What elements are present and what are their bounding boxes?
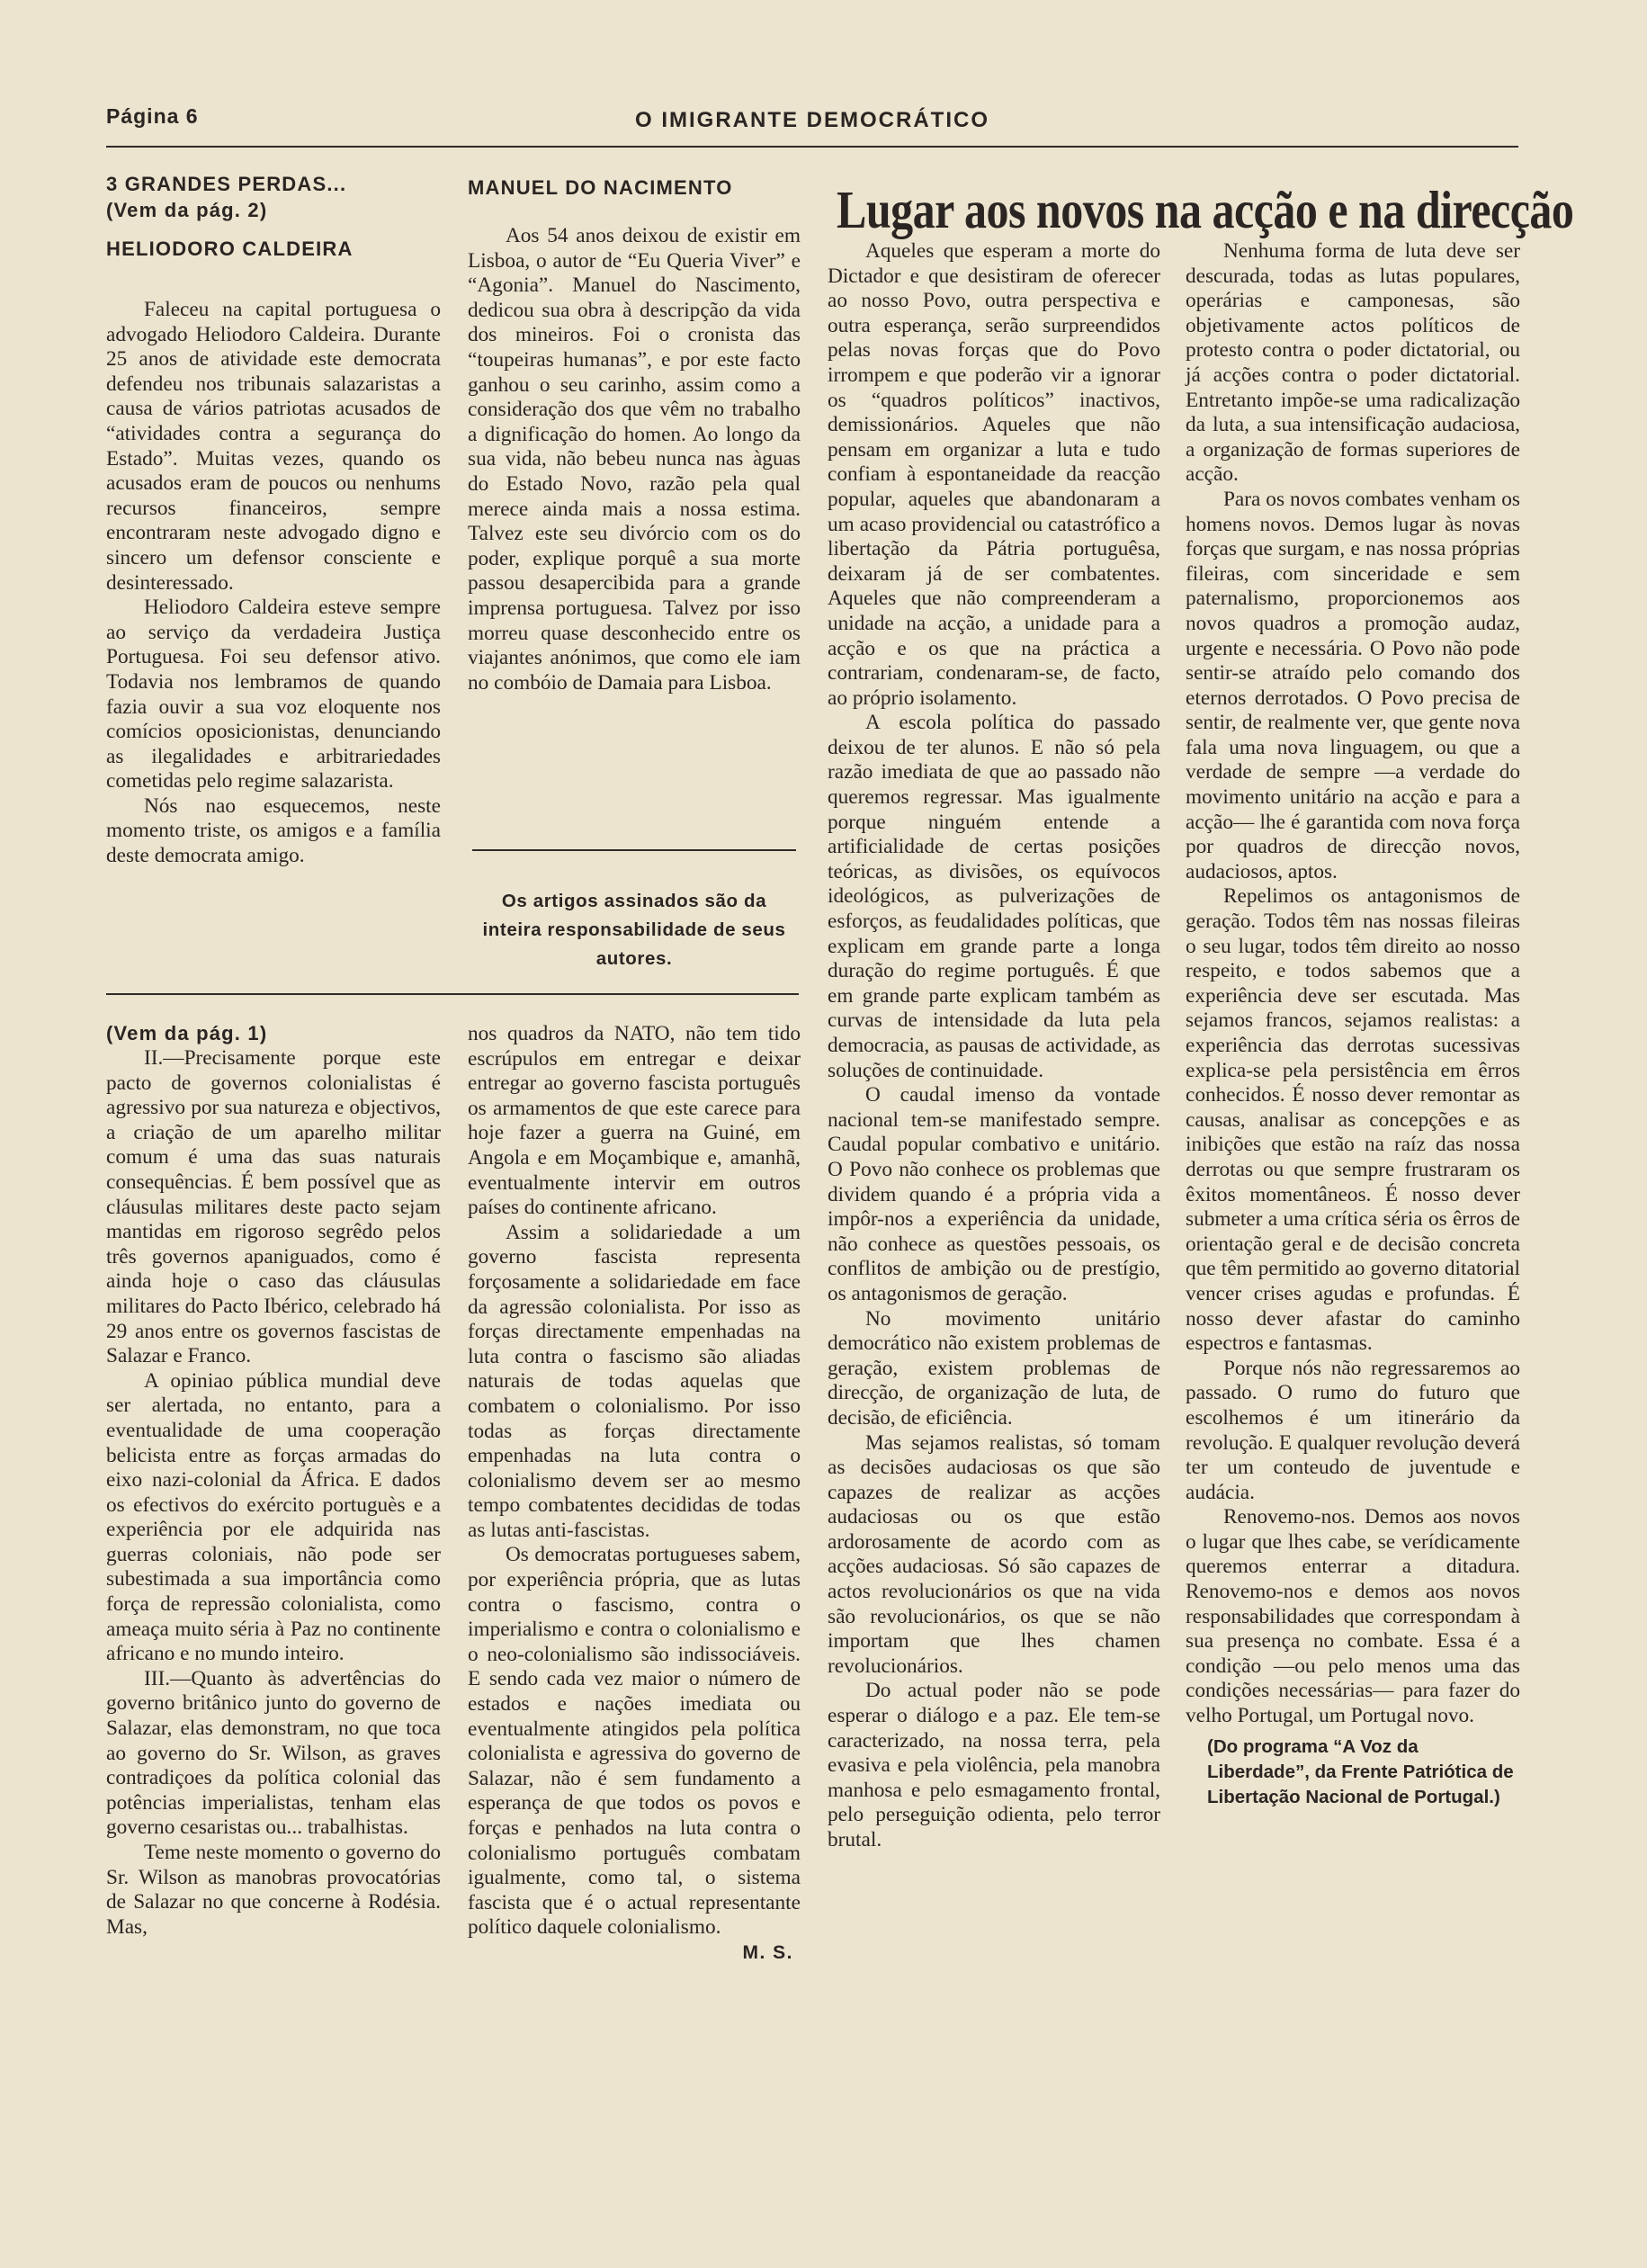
paragraph: O caudal imenso da vontade nacional tem-se manifestado sempre. Caudal popular combativo e unitário. O Povo não conhece os problemas que dividem quando é a própria vida a impôr-nos a experiência da unidade, não conhece as questões pessoais, os conflitos de ambição ou de prestígio, os antagonismos de geração. (828, 1083, 1160, 1305)
article-lugar-col4 (1186, 239, 1520, 1810)
header-rule (106, 146, 1518, 148)
page-number: Página 6 (106, 104, 199, 128)
source-credit: (Do programa “A Voz da Liberdade”, da Frente Patriótica de Libertação Nacional de Portugal.) (1207, 1735, 1514, 1807)
paragraph: Repelimos os antagonismos de geração. Todos têm nas nossas fileiras o seu lugar, todos têm direito ao nosso respeito, e todos sabemos que a experiência deve ser escutada. Mas sejamos francos, sejamos realistas: a experiência das derrotas sucessivas explica-se pela persistência em êrros conhecidos. É nosso dever remontar as causas, analisar as concepções e as inibições que estão na raíz das nossa derrotas ou que sempre frustraram os êxitos momentâneos. É nosso dever submeter a uma crítica séria os êrros de orientação geral e de decisão concreta que têm permitido ao governo ditatorial vencer crises agudas e profundas. É nosso dever afastar do caminho espectros e fantasmas. (1186, 884, 1520, 1356)
paragraph: Os democratas portugueses sabem, por experiência própria, que as lutas contra o fascismo, contra o imperialismo e contra o colonialismo e o neo-colonialismo são indissociáveis. E sendo cada vez maior o número de estados e nações imediata ou eventualmente atingidos pela política colonialista e agressiva do governo de Salazar, não é sem fundamento a esperança de que todos os povos e forças e penhados na luta contra o colonialismo português combatam igualmente, como tal, o sistema fascista que é o actual representante político daquele colonialismo. (468, 1543, 801, 1940)
divider (472, 849, 796, 851)
paragraph: III.—Quanto às advertências do governo britânico junto do governo de Salazar, elas demonstram, no que toca ao governo do Sr. Wilson, as graves contradiçoes da política colonial das potências imperialistas, tenham elas governo cesaristas ou... trabalhistas. (106, 1666, 441, 1840)
paragraph: II.—Precisamente porque este pacto de governos colonialistas é agressivo por sua natureza e objectivos, a criação de um aparelho militar comum é uma das suas naturais consequências. É bem possível que as cláusulas militares deste pacto sejam mantidas em rigoroso segrêdo pelos três governos apaniguados, como é ainda hoje o caso das cláusulas militares do Pacto Ibérico, celebrado há 29 anos entre os governos fascistas de Salazar e Franco. (106, 1046, 441, 1368)
continued-from: (Vem da pág. 1) (106, 1022, 268, 1044)
section-divider (106, 993, 799, 995)
article-perdas (106, 171, 441, 869)
paragraph: A escola política do passado deixou de ter alunos. E não só pela razão imediata de que ao passado não queremos regressar. Mas igualmente porque ninguém entende a artificialidade de certas posições teóricas, as divisões, os equívocos ideológicos, as pulverizações de esforços, as feudalidades políticas, que explicam em grande parte a longa duração do regime português. É que em grande parte explicam também as curvas de intensidade da luta pela democracia, as pausas de actividade, as soluções de continuidade. (828, 711, 1160, 1082)
article-lugar-col3 (828, 239, 1160, 1853)
disclaimer: Os artigos assinados são da inteira responsabilidade de seus autores. (482, 891, 786, 969)
paragraph: Teme neste momento o governo do Sr. Wilson as manobras provocatórias de Salazar no que concerne à Rodésia. Mas, (106, 1841, 441, 1939)
article-title: 3 GRANDES PERDAS... (106, 173, 347, 195)
paragraph: Renovemo-nos. Demos aos novos o lugar que lhes cabe, se verídicamente queremos enterrar a ditadura. Renovemo-nos e demos aos novos responsabilidades que correspondam à sua presença no combate. Essa é a condição —ou pelo menos uma das condições necessárias— para fazer do velho Portugal, um Portugal novo. (1186, 1505, 1520, 1728)
paragraph: Nós nao esquecemos, neste momento triste, os amigos e a família deste democrata amigo. (106, 793, 441, 868)
article-nacimento (468, 175, 801, 695)
paragraph: A opiniao pública mundial deve ser alertada, no entanto, para a eventualidade de uma cooperação belicista entre as forças armadas do eixo nazi-colonial da África. E dados os efectivos do exército portuguès e a experiência por ele adquirida nas guerras coloniais, não pode ser subestimada a sua importância como força de repressão colonialista, como ameaça muito séria à Paz no continente africano e no mundo inteiro. (106, 1368, 441, 1666)
section-heading: HELIODORO CALDEIRA (106, 238, 354, 260)
paragraph: No movimento unitário democrático não existem problemas de geração, existem problemas de direcção, de organização de luta, de decisão, de eficiência. (828, 1306, 1160, 1430)
paragraph: Para os novos combates venham os homens novos. Demos lugar às novas forças que surgam, e nas nossa próprias fileiras, com sinceridade e sem paternalismo, proporcionemos aos novos quadros a promoção audaz, urgente e necessária. O Povo não pode sentir-se atraído pelo comando dos eternos derrotados. O Povo precisa de sentir, de realmente ver, que gente nova fala uma nova linguagem, ou que a verdade de sempre —a verdade do movimento unitário na acção e para a acção— lhe é garantida com nova força por quadros de direcção novos, audaciosos, aptos. (1186, 487, 1520, 883)
section-heading: MANUEL DO NACIMENTO (468, 176, 733, 199)
paragraph: Nenhuma forma de luta deve ser descurada, todas as lutas populares, operárias e camponesas, são objetivamente actos políticos de protesto contra o poder dictatorial, ou já acções contra o poder dictatorial. Entretanto impõe-se uma radicalização da luta, a sua intensificação audaciosa, a organização de formas superiores de acção. (1186, 239, 1520, 487)
paragraph: Heliodoro Caldeira esteve sempre ao serviço da verdadeira Justiça Portuguesa. Foi seu defensor ativo. Todavia nos lembramos de quando fazia ouvir a sua voz eloquente nos comícios oposicionistas, denunciando as ilegalidades e arbitrariedades cometidas pelo regime salazarista. (106, 596, 441, 793)
paragraph: Aos 54 anos deixou de existir em Lisboa, o autor de “Eu Queria Viver” e “Agonia”. Manuel do Nascimento, dedicou sua obra à descripção da vida dos mineiros. Foi o cronista das “toupeiras humanas”, e por este facto ganhou o seu carinho, assim como a consideração dos que vêm no trabalho a dignificação do homen. Ao longo da sua vida, não bebeu nunca nas àguas do Estado Novo, razão pela qual merece ainda mais a nossa estima. Talvez este seu divórcio com os do poder, explique porquê a sua morte passou desapercibida para a grande imprensa portuguesa. Talvez por isso morreu quase desconhecido entre os viajantes anónimos, que como ele iam no combóio de Damaia para Lisboa. (468, 224, 801, 695)
paragraph: Assim a solidariedade a um governo fascista representa forçosamente a solidariedade em face da agressão colonialista. Por isso as forças directamente empenhadas na luta contra o fascismo são aliadas naturais de todas aquelas que combatem o colonialismo. Por isso todas as forças directamente empenhadas na luta contra o colonialismo devem ser ao mesmo tempo combatentes decididas de todas as lutas anti-fascistas. (468, 1220, 801, 1542)
paragraph: Faleceu na capital portuguesa o advogado Heliodoro Caldeira. Durante 25 anos de atividade este democrata defendeu nos tribunais salazaristas a causa de vários patriotas acusados de “atividades contra a segurança do Estado”. Muitas vezes, quando os acusados eram de poucos ou nenhums recursos financeiros, sempre encontraram neste advogado digno e sincero um defensor consciente e desinteressado. (106, 298, 441, 595)
page-header (106, 101, 1518, 137)
article-continuation-part2 (468, 1022, 801, 1966)
paragraph: nos quadros da NATO, não tem tido escrúpulos em entregar e deixar entregar ao governo fascista português os armamentos de que este carece para hoje fazer a guerra na Guiné, em Angola e em Moçambique e, amanhã, eventualmente intervir em outros países do continente africano. (468, 1022, 801, 1220)
paragraph: Do actual poder não se pode esperar o diálogo e a paz. Ele tem-se caracterizado, na nossa terra, pela evasiva e pela violência, pela manobra manhosa e pelo esmagamento frontal, pelo perseguição odienta, pelo terror brutal. (828, 1679, 1160, 1851)
paragraph: Mas sejamos realistas, só tomam as decisões audaciosas os que são capazes de realizar as acções audaciosas ou os que estão ardorosamente de acordo com as acções audaciosas. Só são capazes de actos revolucionários os que na vida são revolucionários, os que se não importam que lhes chamen revolucionários. (828, 1430, 1160, 1678)
article-continuation-part1 (106, 1020, 441, 1940)
author-signature: M. S. (742, 1941, 793, 1963)
continued-from: (Vem da pág. 2) (106, 199, 268, 221)
paragraph: Aqueles que esperam a morte do Dictador e que desistiram de oferecer ao nosso Povo, outra perspectiva e outra esperança, serão surpreendidos pelas novas forças que do Povo irrompem e que poderão vir a ignorar os “quadros políticos” inactivos, demissionários. Aqueles que não pensam em organizar a luta e tudo confiam à espontaneidade da reacção popular, aqueles que abandonaram a um acaso providencial ou catastrófico a libertação da Pátria portuguêsa, deixaram já de ser combatentes. Aqueles que não compreenderam a unidade na acção, a unidade para a acção e os que na práctica a contrariam, condenaram-se, de facto, ao próprio isolamento. (828, 239, 1160, 710)
headline: Lugar aos novos na acção e na direcção (837, 180, 1574, 240)
paragraph: Porque nós não regressaremos ao passado. O rumo do futuro que escolhemos é um itinerário da revolução. E qualquer revolução deverá ter um conteudo de juventude e audácia. (1186, 1356, 1520, 1504)
masthead: O IMIGRANTE DEMOCRÁTICO (635, 108, 989, 132)
